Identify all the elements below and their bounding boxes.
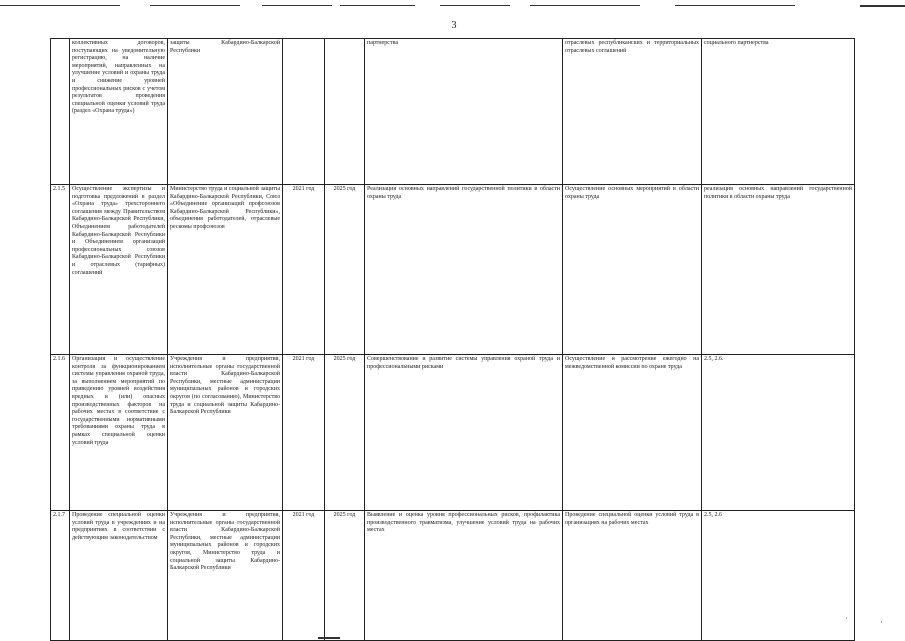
result-cell: Выявление и оценка уровня профессиональных рисков, профилактика производственного травматизма, улучшение условий труда на рабочих местах [365, 511, 563, 641]
row-number: 2.1.5 [51, 185, 70, 355]
start-year-cell: 2021 год [283, 185, 325, 355]
link-cell: социального партнерства [702, 39, 855, 185]
table-row [51, 511, 855, 641]
indicator-cell: Проведение специальной оценки условий труда в организациях на рабочих местах [563, 511, 702, 641]
measure-cell: Организация и осуществление контроля за функционированием системы управления охраной труда, за выполнением мероприятий по приведению уровней воздействия вредных и (или) опасных производственных факторов на рабочих местах в соответствие с государственными нормативными требованиями охраны труда в рамках специальной оценки условий труда [70, 355, 168, 511]
row-number: 2.1.7 [51, 511, 70, 641]
scan-edge-lines [0, 0, 905, 14]
table-row [51, 39, 855, 185]
scan-speck: · [845, 614, 848, 623]
executor-cell: Учреждения и предприятия, исполнительные органы государственной власти Кабардино-Балкарской Республики, местные администрации муниципальных районов и городских округов (по согласованию), Министерство труда и социальной защиты Кабардино-Балкарской Республики [168, 355, 283, 511]
scan-line [530, 5, 640, 6]
executor-cell: Министерство труда и социальной защиты Кабардино-Балкарской Республики, Союз «Объединение организаций профсоюзов Кабардино-Балкарской Республики», объединения работодателей, отраслевые рескомы профсоюзов [168, 185, 283, 355]
indicator-cell: Осуществление и рассмотрение ежегодно на межведомственной комиссии по охране труда [563, 355, 702, 511]
start-year-cell [283, 39, 325, 185]
row-number: 2.1.6 [51, 355, 70, 511]
result-cell: Совершенствование и развитие системы управления охраной труда и профессиональными рисками [365, 355, 563, 511]
link-cell: 2.5, 2.6. [702, 355, 855, 511]
measure-cell: коллективных договоров, поступающих на уведомительную регистрацию, на наличие мероприятий, направленных на улучшение условий и охраны труда и снижение уровней профессиональных рисков с учетом результатов проведения специальной оценки условий труда (раздел «Охрана труда») [70, 39, 168, 185]
end-year-cell [325, 39, 365, 185]
scan-line [675, 5, 795, 6]
result-cell: Реализация основных направлений государственной политики в области охраны труда [365, 185, 563, 355]
end-year-cell: 2025 год [325, 355, 365, 511]
scan-line [0, 5, 120, 6]
start-year-cell: 2021 год [283, 511, 325, 641]
indicator-cell: отраслевых республиканских и территориальных отраслевых соглашений [563, 39, 702, 185]
row-number [51, 39, 70, 185]
scan-speck: · [880, 618, 883, 627]
end-year-cell: 2025 год [325, 185, 365, 355]
executor-cell: Учреждения и предприятия, исполнительные органы государственной власти Кабардино-Балкарской Республики, местные администрации муниципальных районов и городских округов, Министерство труда и социальной защиты Кабардино-Балкарской Республики [168, 511, 283, 641]
link-cell: 2.5, 2.6 [702, 511, 855, 641]
executor-cell: защиты Кабардино-Балкарской Республики [168, 39, 283, 185]
scan-line [150, 5, 240, 6]
measure-cell: Осуществление экспертизы и подготовка предложений в раздел «Охрана труда» трехстороннего соглашения между Правительством Кабардино-Балкарской Республики, Объединением работодателей Кабардино-Балкарской Республики и Объединением организаций профессиональных союзов Кабардино-Балкарской Республики и отраслевых (тарифных) соглашений [70, 185, 168, 355]
table-row [51, 355, 855, 511]
page-number: 3 [451, 20, 457, 31]
scan-line [860, 5, 905, 7]
result-cell: партнерства [365, 39, 563, 185]
measures-table [50, 38, 855, 641]
indicator-cell: Осуществление основных мероприятий в области охраны труда [563, 185, 702, 355]
link-cell: реализация основных направлений государственной политики в области охраны труда [702, 185, 855, 355]
measure-cell: Проведение специальной оценки условий труда в учреждениях и на предприятиях в соответствии с действующим законодательством [70, 511, 168, 641]
table-row [51, 185, 855, 355]
start-year-cell: 2021 год [283, 355, 325, 511]
scan-line [440, 5, 510, 6]
end-year-cell: 2025 год [325, 511, 365, 641]
scan-line [340, 5, 415, 6]
scan-line [262, 5, 332, 6]
scan-edge-mark [318, 637, 340, 639]
